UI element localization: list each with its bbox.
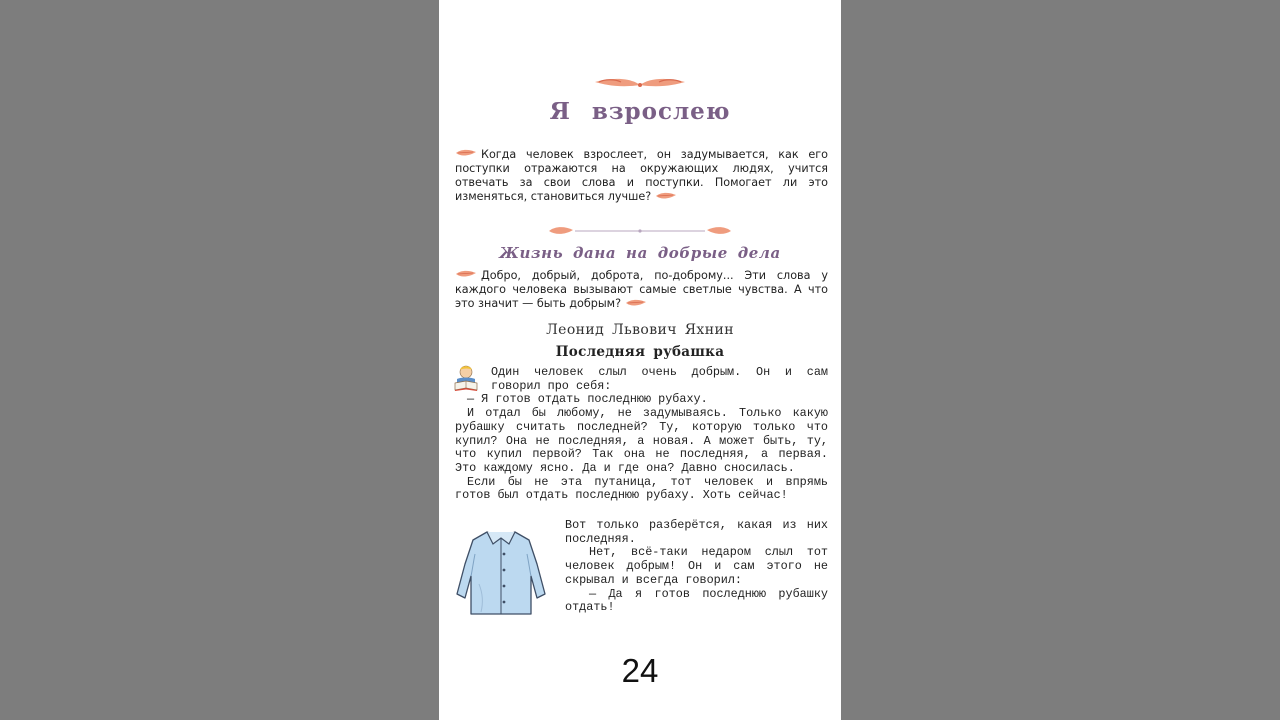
story-paragraph: Один человек слыл очень добрым. Он и сам говорил про себя: bbox=[491, 365, 828, 393]
section-intro-text: Добро, добрый, доброта, по-доброму... Эти слова у каждого человека вызывают самые светлые чувства. А что это значит — быть добрым? bbox=[455, 269, 828, 310]
story-paragraph: — Я готов отдать последнюю рубаху. bbox=[467, 392, 708, 407]
story-author: Леонид Львович Яхнин bbox=[546, 322, 734, 338]
textbook-page bbox=[439, 0, 841, 720]
story-title: Последняя рубашка bbox=[555, 344, 725, 360]
section-intro bbox=[455, 269, 828, 311]
chapter-intro-text: Когда человек взрослеет, он задумывается, как его поступки отражаются на окружающих людях, учится отвечать за свои слова и поступки. Помогает ли это изменяться, становиться лучше? bbox=[455, 148, 828, 203]
story-paragraph: Нет, всё-таки недаром слыл тот человек добрым! Он и сам этого не скрывал и всегда говорил: bbox=[565, 545, 828, 587]
story-paragraph: Вот только разберётся, какая из них последняя. bbox=[565, 518, 828, 546]
story-text bbox=[455, 366, 828, 503]
section-title: Жизнь дана на добрые дела bbox=[499, 244, 781, 262]
page-number: 24 bbox=[621, 652, 659, 689]
leaf-ornament-icon bbox=[625, 299, 647, 307]
section-divider-icon bbox=[547, 225, 733, 237]
leaf-ornament-icon bbox=[455, 149, 477, 157]
shirt-illustration bbox=[453, 524, 549, 618]
chapter-title: Я взрослею bbox=[549, 98, 731, 125]
leaf-ornament-icon bbox=[655, 192, 677, 200]
chapter-intro bbox=[455, 148, 828, 204]
story-paragraph: Если бы не эта путаница, тот человек и впрямь готов был отдать последнюю рубаху. Хоть сейчас! bbox=[455, 474, 828, 503]
story-paragraph: — Да я готов последнюю рубашку отдать! bbox=[565, 586, 828, 615]
top-ornament-icon bbox=[591, 76, 689, 92]
leaf-ornament-icon bbox=[455, 270, 477, 278]
story-paragraph: И отдал бы любому, не задумываясь. Только какую рубашку считать последней? Ту, которую только что купил? Она не последняя, а новая. А может быть, ту, что купил первой? Так она не последняя, а первая. Это каждому ясно. Да и где она? Давно сносилась. bbox=[455, 406, 828, 475]
story-text-continued bbox=[565, 519, 828, 615]
